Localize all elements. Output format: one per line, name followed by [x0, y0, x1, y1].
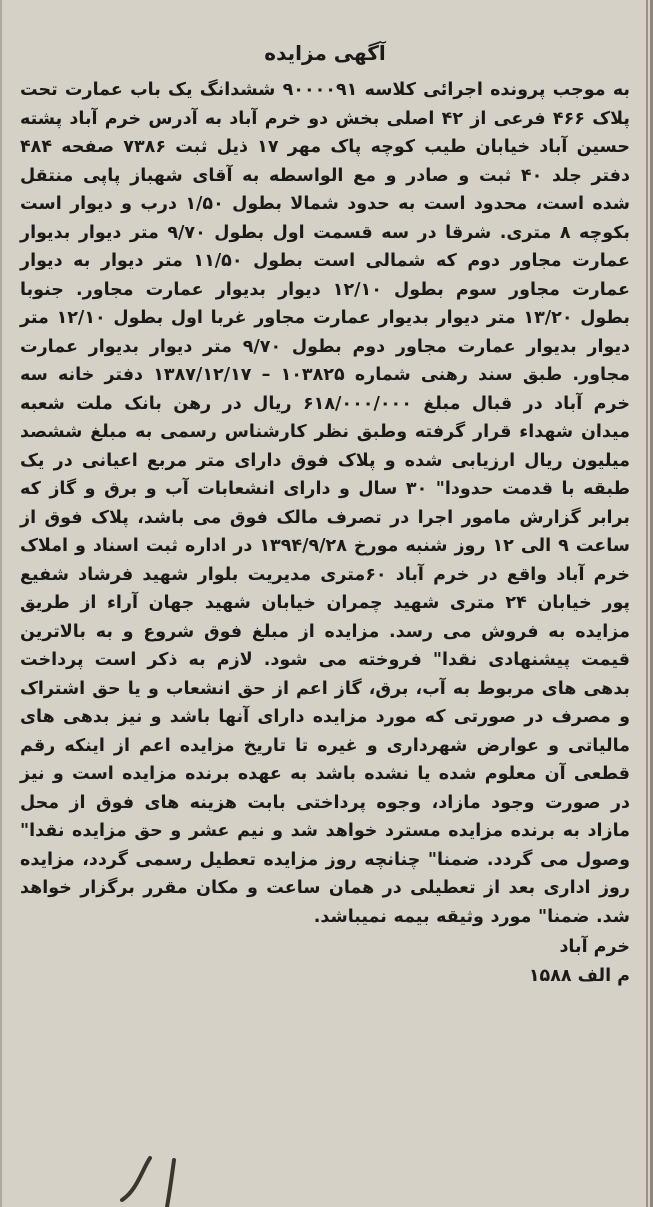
notice-city: خرم آباد	[559, 937, 630, 957]
column-rule	[646, 0, 648, 1207]
pen-mark-icon	[112, 1150, 202, 1207]
notice-body: به موجب پرونده اجرائی کلاسه ۹۰۰۰۰۹۱ ششدانگ یک باب عمارت تحت پلاک ۴۶۶ فرعی از ۴۲ اصلی بخش دو خرم آباد به آدرس خرم آباد پشته حسین آباد خیابان طیب کوچه پاک مهر ۱۷ ذیل ثبت ۷۳۸۶ صفحه ۴۸۴ دفتر جلد ۴۰ ثبت و صادر و مع الواسطه به آقای شهباز پاپی منتقل شده است، محدود است به حدود شمالا بطول ۱/۵۰ درب و دیوار است بکوچه ۸ متری. شرقا در سه قسمت اول بطول ۹/۷۰ متر دیوار بدیوار عمارت مجاور دوم که شمالی است بطول ۱۱/۵۰ متر دیوار به دیوار عمارت مجاور سوم بطول ۱۲/۱۰ دیوار بدیوار عمارت مجاور. جنوبا بطول ۱۳/۲۰ متر دیوار بدیوار عمارت مجاور غربا اول بطول ۱۲/۱۰ متر دیوار بدیوار عمارت مجاور دوم بطول ۹/۷۰ متر دیوار بدیوار عمارت مجاور. طبق سند رهنی شماره ۱۰۳۸۲۵ – ۱۳۸۷/۱۲/۱۷ دفتر خانه سه خرم آباد در قبال مبلغ ۶۱۸/۰۰۰/۰۰۰ ریال در رهن بانک ملت شعبه میدان شهداء قرار گرفته وطبق نظر کارشناس رسمی به مبلغ ششصد میلیون ریال ارزیابی شده و پلاک فوق دارای متر مربع اعیانی در یک طبقه با قدمت حدودا" ۳۰ سال و دارای انشعابات آب و برق و گاز که برابر گزارش مامور اجرا در تصرف مالک فوق می باشد، پلاک فوق از ساعت ۹ الی ۱۲ روز شنبه مورخ ۱۳۹۴/۹/۲۸ در اداره ثبت اسناد و املاک خرم آباد واقع در خرم آباد ۶۰متری مدیریت بلوار شهید فرشاد شفیع پور خیابان ۲۴ متری شهید چمران خیابان شهید جهان آراء از طریق مزایده به فروش می رسد. مزایده از مبلغ فوق شروع و به بالاترین قیمت پیشنهادی نقدا" فروخته می شود. لازم به ذکر است پرداخت بدهی های مربوط به آب، برق، گاز اعم از حق انشعاب و یا حق اشتراک و مصرف در صورتی که مورد مزایده دارای آنها باشد و نیز بدهی های مالیاتی و عوارض شهرداری و غیره تا تاریخ مزایده اعم از اینکه رقم قطعی آن معلوم شده یا نشده باشد به عهده برنده مزایده است و نیز در صورت وجود مازاد، وجوه پرداختی بابت هزینه های فوق از محل مازاد به برنده مزایده مسترد خواهد شد و نیم عشر و حق مزایده نقدا" وصول می گردد. ضمنا" چنانچه روز مزایده تعطیل رسمی گردد، مزایده روز اداری بعد از تعطیلی در همان ساعت و مکان مقرر برگزار خواهد شد. ضمنا" مورد وثیقه بیمه نمیباشد.	[20, 80, 631, 927]
notice-code: م الف ۱۵۸۸	[528, 965, 630, 986]
notice-footer	[20, 933, 630, 990]
notice-title: آگهی مزایده	[264, 41, 386, 65]
auction-notice	[20, 36, 630, 990]
